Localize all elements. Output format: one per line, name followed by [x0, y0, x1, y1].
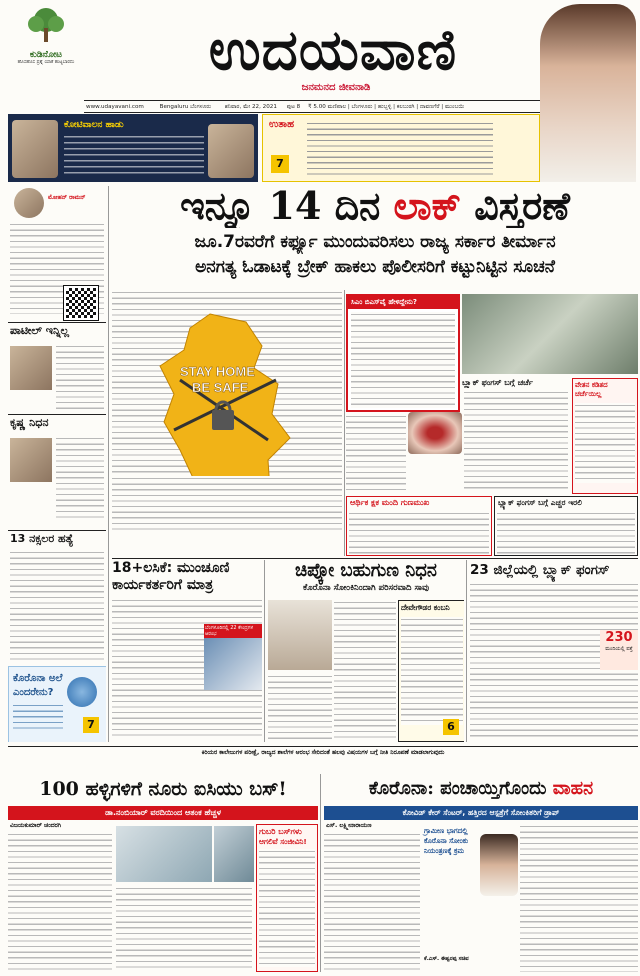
quote-box — [422, 824, 518, 972]
bottom-headline-right — [324, 772, 638, 806]
krishna-photo — [10, 438, 52, 482]
city: Bengaluru ಬೆಂಗಳೂರು — [159, 104, 212, 110]
economy-box — [346, 496, 492, 556]
chipko-story — [268, 560, 464, 742]
teaser-koti[interactable] — [8, 114, 258, 182]
main-headline — [112, 184, 638, 228]
corona-line1: ಕೊರೊನಾ ಅಲೆ — [13, 673, 63, 684]
bus-photo-2 — [214, 826, 254, 882]
count-label: ಮಂದಿಯಲ್ಲಿ ಪತ್ತೆ — [605, 646, 633, 652]
economy-title: ಆರ್ಥಿಕ ಕ್ಷಕ ಮಂದಿ ಗುಣಮುಖ — [350, 498, 430, 507]
chipko-sub: ಕೊರೊನಾ ಸೋಂಕಿನಿಂದಾಗಿ ಪರಿಸರವಾದಿ ಸಾವು — [303, 583, 429, 593]
vaccine-title-1: 18+ಲಸಿಕೆ: ಮುಂಚೂಣಿ — [112, 560, 230, 576]
salary-box — [572, 378, 638, 494]
teaser-koti-title: ಕೋಟಿವಾಲನ ಹಾಡು — [64, 120, 124, 130]
delhi-box — [398, 600, 464, 742]
subheadline-1: ಜೂ.7ರವರೆಗೆ ಕರ್ಫ್ಯೂ ಮುಂದುವರಿಸಲು ರಾಜ್ಯ ಸರ್ಕಾರ ತೀರ್ಮಾನ — [194, 232, 556, 252]
tree-logo-icon — [8, 6, 84, 46]
headline-pre: ಇನ್ನೂ 14 ದಿನ — [180, 184, 394, 228]
vaccine-photo — [204, 638, 262, 690]
corona-line2: ಎಂದರೇನು? — [13, 687, 54, 698]
black-fungus-box — [494, 496, 638, 556]
date: ಶನಿವಾರ, ಮೇ 22, 2021 — [224, 104, 277, 110]
fungus-23-story — [470, 560, 638, 742]
cm-box-title: ಸಿಎಂ ಬಿಎಸ್‌ವೈ ಹೇಳಿದ್ದೇನು? — [348, 296, 458, 309]
qr-code-icon[interactable] — [64, 286, 98, 320]
bottom-right-red: ವಾಹನ — [552, 778, 594, 799]
byline-left: ವಿಜಯಕುಮಾರ್ ಚಂದರಗಿ — [10, 822, 62, 829]
bus-title-2: ಆಗಲಿವೆ ಸಂಜೀವಿನಿ! — [259, 837, 307, 846]
corona-wave-box[interactable] — [8, 666, 106, 742]
masthead-leaf-box — [8, 6, 84, 92]
leaf-text: ಹೊಸಹೊಸ ಪ್ರಶ್ನೆ ಯಾಕೆ ಹುಟ್ಟಬಾರದು — [17, 60, 75, 65]
subheadline-2: ಅನಗತ್ಯ ಓಡಾಟಕ್ಕೆ ಬ್ರೇಕ್ ಹಾಕಲು ಪೊಲೀಸರಿಗೆ ಕಟ್ಟುನಿಟ್ಟಿನ ಸೂಚನೆ — [195, 257, 555, 277]
strip-left: ಡಾ.ನಂಬಿಯಾರ್ ವರದಿಯಿಂದ ಆತಂಕ ಹೆಚ್ಚಳ — [8, 806, 318, 820]
black-fungus-title: ಬ್ಲ್ಯಾಕ್ ಫಂಗಸ್ ಬಗ್ಗೆ ಎಚ್ಚರ ಇರಲಿ — [498, 498, 583, 507]
date-bar — [86, 102, 540, 112]
strip-right: ಕೋವಿಡ್ ಕೇರ್ ಸೆಂಟರ್, ಹತ್ತಿರದ ಆಸ್ಪತ್ರೆಗೆ ಸೋಂಕಿತರಿಗೆ ಡ್ರಾಪ್ — [324, 806, 638, 820]
vaccine-title-2: ಕಾರ್ಯಕರ್ತರಿಗೆ ಮಾತ್ರ — [112, 577, 214, 593]
editions: ₹ 5.00 ಮಣಿಪಾಲ | ಬೆಂಗಳೂರು | ಹುಬ್ಬಳ್ಳಿ | ಕಲಬುರಗಿ | ದಾವಣಗೆರೆ | ಮುಂಬಯಿ — [308, 104, 465, 110]
bus-photo-1 — [116, 826, 212, 882]
actor-photo — [12, 120, 58, 178]
bus-title-1: ಗುಬರಿ ಬಸ್‌ಗಳು — [259, 827, 302, 836]
bottom-headline-left: 100 ಹಳ್ಳಿಗಳಿಗೆ ನೂರು ಐಸಿಯು ಬಸ್! — [39, 778, 287, 800]
corona-badge[interactable]: 7 — [83, 717, 99, 733]
eye-photo — [408, 412, 462, 454]
fungus-23-title: 23 ಜಿಲ್ಲೆಯಲ್ಲಿ ಬ್ಲ್ಯಾಕ್ ಫಂಗಸ್ — [470, 562, 610, 578]
teaser-utaha-title: ಉತಾಹ — [269, 119, 295, 130]
left-column — [8, 186, 106, 742]
page-badge[interactable]: 7 — [271, 155, 289, 173]
author-photo — [14, 188, 44, 218]
count-value: 230 — [605, 630, 633, 645]
headline-krishna: ಕೃಷ್ಣ ನಿಧನ — [10, 416, 49, 429]
website[interactable]: www.udayavani.com — [86, 104, 144, 110]
map-text-2: BE SAFE — [192, 380, 249, 395]
chipko-title: ಚಿಪ್ಕೋ ಬಹುಗುಣ ನಿಧನ — [295, 560, 437, 581]
vaccine-story — [112, 560, 262, 742]
byline-mid: ಎಸ್. ಲಕ್ಷ್ಮೀನಾರಾಯಣ — [326, 822, 372, 829]
actress-photo — [540, 4, 636, 182]
leaf-brand: ಕುಡಿನೋಟ — [29, 50, 63, 60]
map-text-1: STAY HOME — [180, 364, 255, 379]
quote-text: ಗ್ರಾಮೀಣ ಭಾಗದಲ್ಲಿ ಕೊರೊನಾ ಸೋಂಕು ನಿಯಂತ್ರಣಕ್ಕೆ ಕ್ರಮ — [424, 827, 469, 855]
page-count: ಪುಟ 8 — [286, 104, 301, 110]
logo: ಉದಯವಾಣಿ — [208, 18, 458, 83]
fungus-discussion-title: ಬ್ಲ್ಯಾಕ್ ಫಂಗಸ್ ಬಗ್ಗೆ ಚರ್ಚೆ — [462, 378, 533, 387]
headline-post: ವಿಸ್ತರಣೆ — [460, 184, 570, 228]
tagline: ಜನಮನದ ಜೀವನಾಡಿ — [301, 82, 371, 93]
patil-photo — [10, 346, 52, 390]
bus-box — [256, 824, 318, 972]
headline-patil: ಪಾಟೀಲ್ ಇನ್ನಿಲ್ಲ — [10, 324, 69, 337]
teaser-utaha[interactable] — [262, 114, 540, 182]
bahuguna-photo — [268, 600, 332, 670]
meeting-photo — [462, 294, 638, 374]
author-name: ಮೋಹನ್ ರಾಮನ್ — [48, 194, 86, 201]
headline-red: ಲಾಕ್ — [393, 184, 461, 228]
count-box — [600, 630, 638, 670]
vaccine-sub: ಬೆಂಗಳೂರಿನಲ್ಲಿ 22 ಕೇಂದ್ರಗಳ ಆರಂಭ — [204, 624, 262, 638]
eshwarappa-photo — [480, 834, 518, 896]
bottom-right-pre: ಕೊರೊನಾ: ಪಂಚಾಯ್ತಿಗೊಂದು — [368, 778, 553, 799]
ticker: ಕಿರಿಯರ ಕಾಲೇಜುಗಳ ಪರೀಕ್ಷೆ, ರಾಜ್ಯದ ಶಾಲೆಗಳ ಆರಂಭ ಸೇರಿದಂತೆ ಹಲವು ವಿಷಯಗಳ ಬಗ್ಗೆ ನೀತಿ ನಿರೂಪಣೆ ಮಾಡಲಾಗುವುದು — [8, 746, 638, 770]
cm-box — [346, 294, 460, 412]
headline-naxal: 13 ನಕ್ಸಲರ ಹತ್ಯೆ — [10, 532, 74, 545]
delhi-title: ದೇವೇಗೌಡರ ಕಂಬನಿ — [401, 603, 450, 612]
salary-title: ವೇತನ ಕಡಿತದ ಚರ್ಚೆಯಿಲ್ಲ — [575, 381, 608, 398]
quote-name: ಕೆ.ಎಸ್. ಈಶ್ವರಪ್ಪ ಸಚಿವ — [424, 956, 469, 962]
badge-six[interactable]: 6 — [443, 719, 459, 735]
virus-icon — [67, 677, 97, 707]
teaser-photo — [208, 124, 254, 178]
